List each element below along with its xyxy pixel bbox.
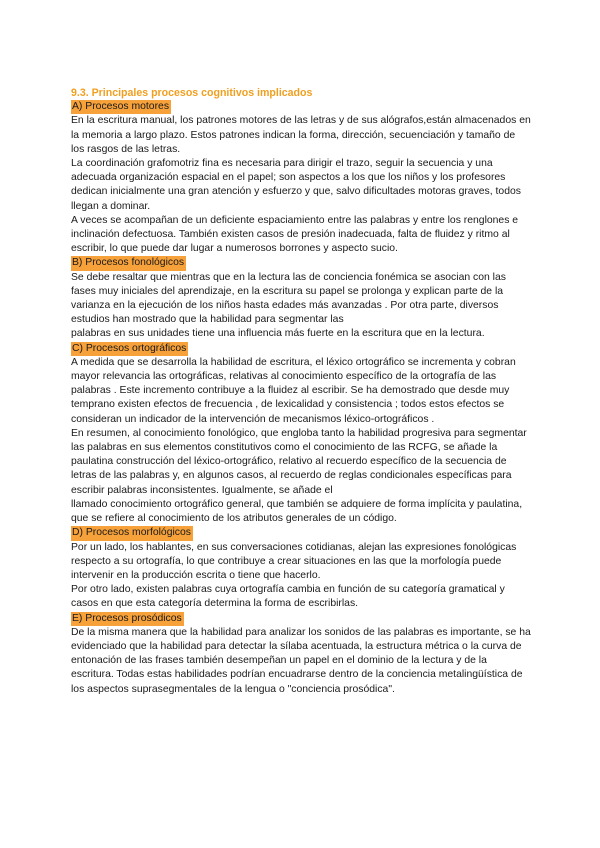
section-fonologicos [71, 256, 531, 341]
paragraph: En la escritura manual, los patrones motores de las letras y de sus alógrafos,están almacenados en la memoria a largo plazo. Estos patrones indican la forma, dirección, secuenciación y tamaño de los rasgos de las letras. [71, 115, 531, 155]
page-title: 9.3. Principales procesos cognitivos implicados [71, 87, 313, 99]
section-motores [71, 100, 531, 256]
paragraph: La coordinación grafomotriz fina es necesaria para dirigir el trazo, seguir la secuencia y una adecuada organización espacial en el papel; son aspectos a los que los niños y los profesores dedican inicialmente una gran atención y esfuerzo y que, salvo dificultades motoras graves, todos llegan a dominar. [71, 158, 521, 212]
section-heading-morfologicos: D) Procesos morfológicos [71, 526, 193, 540]
paragraph: Por otro lado, existen palabras cuya ortografía cambia en función de su categoría gramatical y casos en que esta categoría determina la forma de escribirlas. [71, 584, 505, 610]
paragraph: A veces se acompañan de un deficiente espaciamiento entre las palabras y entre los renglones e inclinación defectuosa. También existen casos de presión inadecuada, falta de fluidez y ritmo al escribir, lo que puede dar lugar a numerosos borrones y aspecto sucio. [71, 214, 519, 255]
document-page [71, 86, 531, 697]
section-heading-fonologicos: B) Procesos fonológicos [71, 256, 186, 270]
section-morfologicos [71, 526, 531, 611]
paragraph: De la misma manera que la habilidad para analizar los sonidos de las palabras es importante, se ha evidenciado que la habilidad para detectar la sílaba acentuada, la estructura métrica o la curva de entonación de las frases también desempeñan un papel en el dominio de la lectura y de la escritura. Todas estas habilidades podrían encuadrarse dentro de la conciencia metalingüística de los aspectos suprasegmentales de la lengua o "conciencia prosódica". [71, 626, 531, 695]
section-heading-ortograficos: C) Procesos ortográficos [71, 342, 188, 356]
paragraph: llamado conocimiento ortográfico general, que también se adquiere de forma implícita y paulatina, que se refiere al conocimiento de los atributos generales de un código. [71, 498, 523, 525]
section-prosodicos [71, 612, 531, 697]
section-ortograficos [71, 342, 531, 527]
paragraph: Se debe resaltar que mientras que en la lectura las de conciencia fonémica se asocian con las fases muy iniciales del aprendizaje, en la escritura su papel se prolonga y explican parte de la varianza en la ejecución de los niños hasta edades más avanzadas . Por otra parte, diversos estudios han mostrado que la habilidad para segmentar las [71, 271, 506, 326]
section-heading-motores: A) Procesos motores [71, 100, 171, 114]
paragraph: En resumen, al conocimiento fonológico, que engloba tanto la habilidad progresiva para segmentar las palabras en sus elementos constitutivos como el conocimiento de las RCFG, se añade la paulatina construcción del léxico-ortográfico, relativo al recuerdo específico de la secuencia de letras de las palabras y, en algunos casos, al recuerdo de reglas condicionales específicas para escribir palabras inconsistentes. Igualmente, se añade el [71, 427, 527, 496]
paragraph: Por un lado, los hablantes, en sus conversaciones cotidianas, alejan las expresiones fonológicas respecto a su ortografía, lo que contribuye a crear situaciones en las que la morfología puede intervenir en la producción escrita o tiene que hacerlo. [71, 541, 517, 581]
section-heading-prosodicos: E) Procesos prosódicos [71, 612, 184, 626]
paragraph: palabras en sus unidades tiene una influencia más fuerte en la escritura que en la lectura. [71, 328, 485, 340]
paragraph: A medida que se desarrolla la habilidad de escritura, el léxico ortográfico se incrementa y cobran mayor relevancia las ortográficas, relativas al conocimiento específico de la ortografía de las palabras . Este incremento contribuye a la fluidez al escribir. Se ha demostrado que desde muy temprano existen efectos de frecuencia , de lexicalidad y consistencia ; todos estos efectos se consideran un indicador de la intervención de mecanismos léxico-ortográficos . [71, 356, 516, 425]
